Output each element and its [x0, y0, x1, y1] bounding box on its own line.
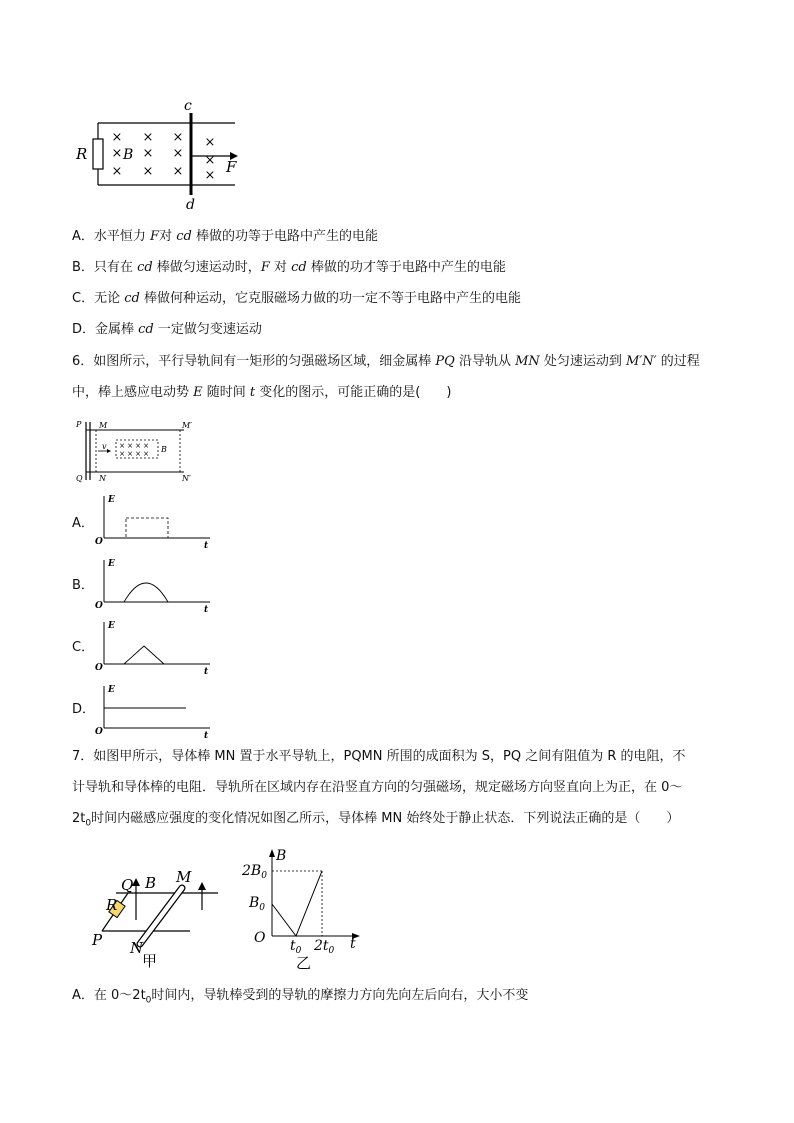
fig6-label-M2: M′	[182, 421, 193, 430]
q5-option-c: C．无论 cd 棒做何种运动，它克服磁场力做的功一定不等于电路中产生的电能	[72, 291, 521, 306]
axis-t-label: t	[204, 541, 209, 550]
origin-label: O	[95, 601, 103, 611]
q6-option-d-graph	[94, 682, 218, 740]
svg-text:×: ×	[119, 442, 125, 450]
svg-text:×: ×	[143, 450, 149, 458]
svg-text:×: ×	[111, 130, 123, 145]
svg-text:×: ×	[127, 442, 133, 450]
fig6-label-N2: N′	[182, 474, 191, 483]
fig6-label-N: N	[99, 474, 106, 483]
svg-text:×: ×	[127, 450, 133, 458]
jia-caption: 甲	[142, 952, 158, 970]
fig6-label-v: v	[102, 442, 107, 451]
q6-option-b-letter: B．	[72, 578, 94, 593]
axis-E-label: E	[108, 559, 115, 569]
svg-text:×: ×	[119, 450, 125, 458]
q7-figure-yi	[238, 840, 368, 970]
label-B: B	[123, 147, 134, 163]
svg-text:×: ×	[143, 442, 149, 450]
axis-t-label: t	[204, 605, 209, 614]
jia-label-Q: Q	[121, 876, 134, 894]
axis-E-label: E	[108, 621, 115, 631]
svg-text:×: ×	[111, 146, 123, 161]
q7-figure-jia	[90, 858, 240, 973]
q7-stem-line1: 7．如图甲所示，导体棒 MN 置于水平导轨上，PQMN 所围的成面积为 S，PQ 之间有阻值为 R 的电阻，不	[72, 749, 686, 764]
q5-circuit-figure	[70, 95, 250, 215]
label-F: F	[226, 158, 237, 176]
q6-option-c-graph	[94, 618, 218, 676]
jia-label-P: P	[92, 931, 103, 949]
jia-label-N: N	[130, 939, 144, 957]
yi-label-t0: $t_0$	[290, 938, 302, 956]
q6-option-b-graph	[94, 556, 218, 614]
fig6-label-M: M	[99, 421, 108, 430]
svg-text:×: ×	[204, 153, 216, 168]
q7-option-a: A．在 $0\sim 2t_0$时间内，导轨棒受到的导轨的摩擦力方向先向左后向右，大小不变	[72, 988, 529, 1006]
jia-label-M: M	[176, 868, 192, 886]
origin-label: O	[95, 727, 103, 737]
label-d: d	[186, 197, 195, 213]
svg-text:×: ×	[142, 164, 154, 179]
yi-label-2B0: $2B_0$	[242, 863, 267, 881]
svg-text:×: ×	[172, 130, 184, 145]
svg-text:×: ×	[135, 442, 141, 450]
q6-option-a-graph	[94, 492, 218, 550]
yi-label-2t0: $2t_0$	[314, 938, 335, 956]
label-c: c	[184, 98, 192, 114]
q5-option-b: B．只有在 cd 棒做匀速运动时，F 对 cd 棒做的功才等于电路中产生的电能	[72, 260, 506, 275]
yi-origin: O	[254, 930, 266, 946]
q6-option-a-letter: A．	[72, 516, 94, 531]
axis-E-label: E	[108, 495, 115, 505]
q6-rails-figure	[72, 418, 202, 484]
fig6-label-P: P	[76, 420, 82, 429]
fig6-label-B: B	[161, 445, 167, 454]
origin-label: O	[95, 663, 103, 673]
q5-option-d: D．金属棒 cd 一定做匀变速运动	[72, 322, 262, 337]
svg-text:×: ×	[172, 146, 184, 161]
svg-text:×: ×	[135, 450, 141, 458]
svg-text:×: ×	[204, 135, 216, 150]
q7-stem-line3: $2t_0$时间内磁感应强度的变化情况如图乙所示，导体棒 MN 始终处于静止状态．下列说法正确的是（ ）	[72, 811, 680, 829]
svg-text:×: ×	[204, 168, 216, 183]
fig6-label-Q: Q	[76, 474, 83, 483]
yi-axis-t: t	[350, 936, 356, 952]
axis-t-label: t	[204, 731, 209, 740]
q6-stem-line2: 中，棒上感应电动势 E 随时间 t 变化的图示，可能正确的是( )	[72, 385, 452, 400]
yi-axis-B: B	[276, 848, 287, 864]
q6-stem-line1: 6．如图所示，平行导轨间有一矩形的匀强磁场区域，细金属棒 PQ 沿导轨从 MN 处匀速运动到 M′N′ 的过程	[72, 354, 700, 369]
svg-text:×: ×	[142, 146, 154, 161]
jia-label-R: R	[106, 896, 118, 914]
yi-caption: 乙	[296, 954, 312, 970]
axis-E-label: E	[108, 685, 115, 695]
svg-text:×: ×	[142, 130, 154, 145]
axis-t-label: t	[204, 667, 209, 676]
svg-text:×: ×	[111, 164, 123, 179]
jia-label-B: B	[145, 874, 157, 892]
q7-stem-line2: 计导轨和导体棒的电阻．导轨所在区域内存在沿竖直方向的匀强磁场，规定磁场方向竖直向上为正，在 0～	[72, 780, 683, 795]
q6-option-d-letter: D．	[72, 702, 96, 717]
q5-option-a: A．水平恒力 F对 cd 棒做的功等于电路中产生的电能	[72, 229, 378, 244]
svg-text:×: ×	[172, 164, 184, 179]
q6-option-c-letter: C．	[72, 640, 95, 655]
label-R: R	[76, 145, 88, 163]
origin-label: O	[95, 537, 103, 547]
yi-label-B0: $B_0$	[249, 895, 266, 913]
